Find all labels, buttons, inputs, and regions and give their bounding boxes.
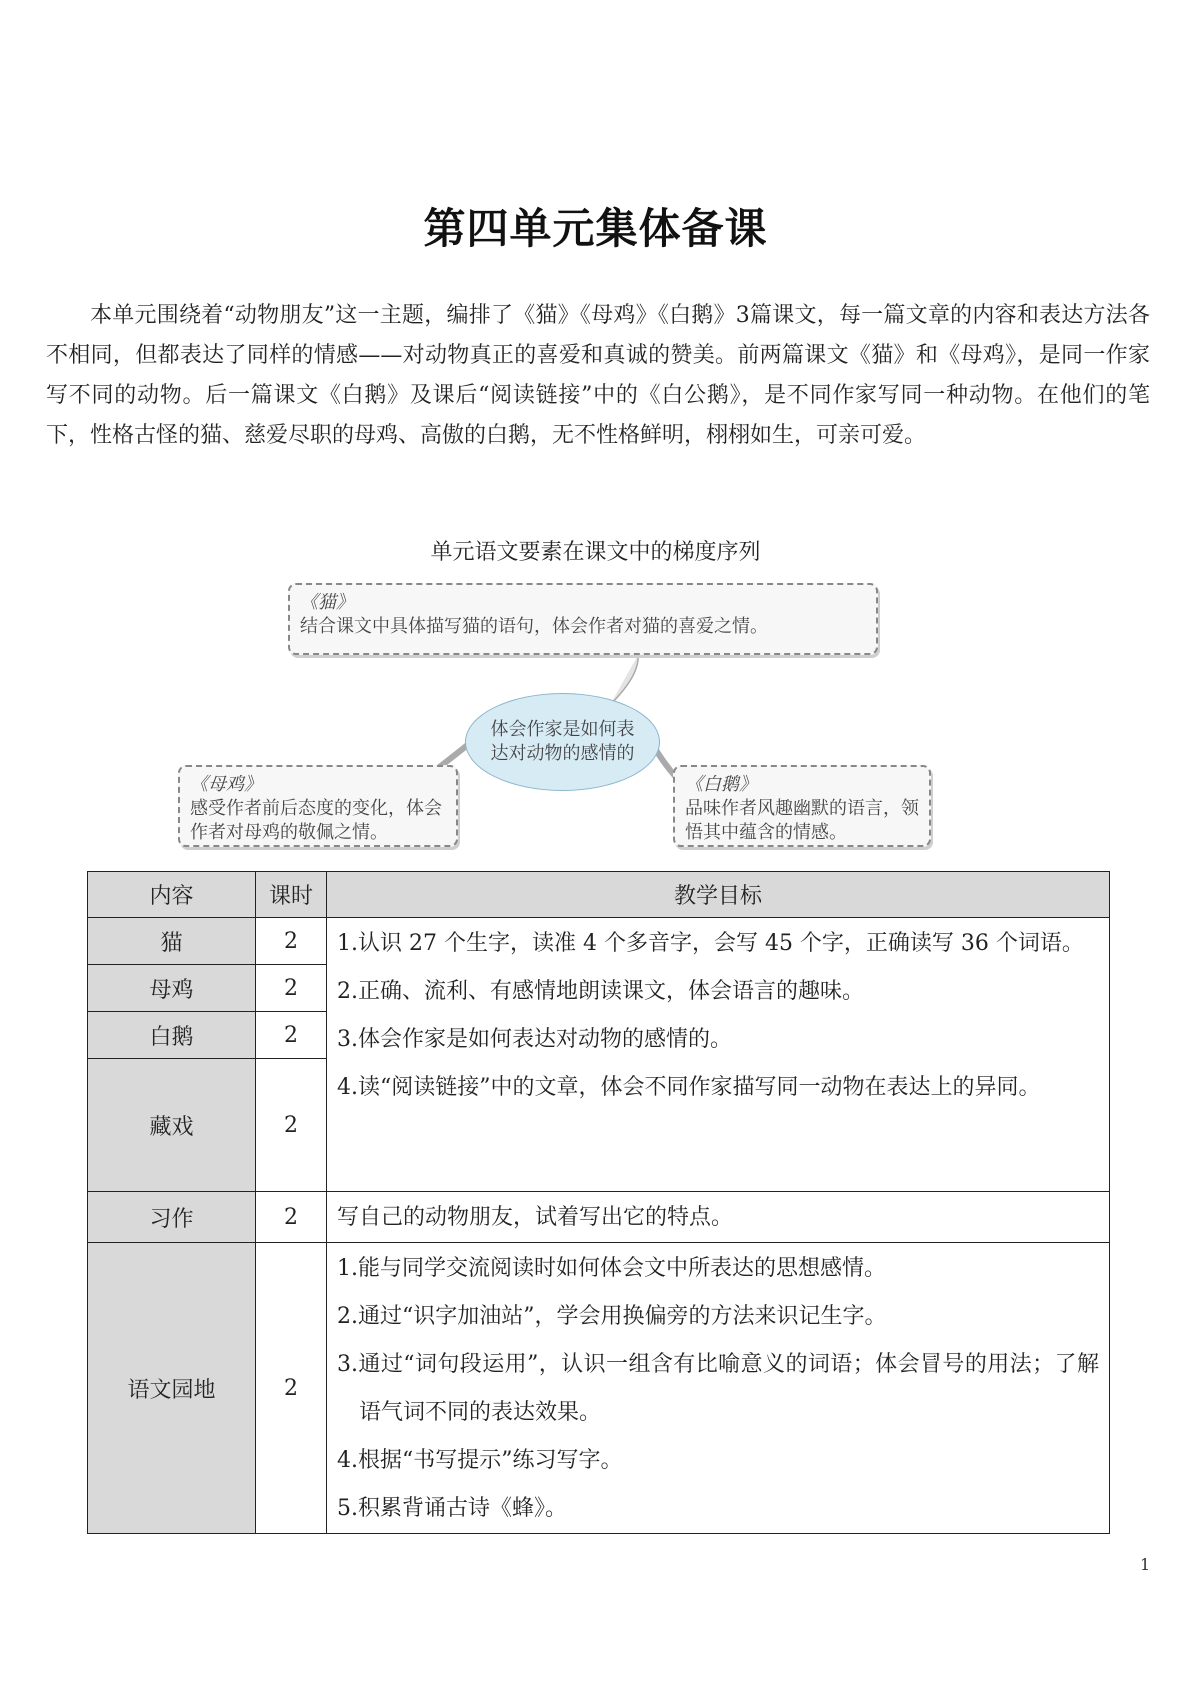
row-content: 猫 — [88, 918, 256, 965]
page-title: 第四单元集体备课 — [423, 204, 768, 253]
goal-line: 1.能与同学交流阅读时如何体会文中所表达的思想感情。 — [337, 1256, 886, 1281]
page-number: 1 — [1140, 1555, 1151, 1574]
row-hours: 2 — [256, 1192, 327, 1243]
table-row — [88, 1192, 1110, 1243]
header-content: 内容 — [88, 872, 256, 918]
goal-line: 3.体会作家是如何表达对动物的感情的。 — [337, 1027, 732, 1052]
lesson-box-hen — [178, 765, 458, 847]
lesson-box-cat-text: 结合课文中具体描写猫的语句，体会作者对猫的喜爱之情。 — [300, 616, 768, 637]
goals-cell-garden — [327, 1243, 1110, 1534]
lesson-box-hen-title: 《母鸡》 — [190, 774, 262, 795]
row-hours: 2 — [256, 1012, 327, 1059]
table-row — [88, 918, 1110, 965]
goal-line: 3.通过“词句段运用”，认识一组含有比喻意义的词语；体会冒号的用法；了解语气词不同的表达效果。 — [337, 1352, 1099, 1425]
lesson-box-goose — [673, 765, 931, 847]
header-goals: 教学目标 — [327, 872, 1110, 918]
lesson-box-hen-text: 感受作者前后态度的变化，体会作者对母鸡的敬佩之情。 — [190, 798, 442, 843]
goal-line: 1.认识 27 个生字，读准 4 个多音字，会写 45 个字，正确读写 36 个词语。 — [337, 931, 1084, 956]
diagram-caption: 单元语文要素在课文中的梯度序列 — [430, 540, 761, 565]
intro-paragraph: 本单元围绕着“动物朋友”这一主题，编排了《猫》《母鸡》《白鹅》3篇课文，每一篇文章的内容和表达方法各不相同，但都表达了同样的情感——对动物真正的喜爱和真诚的赞美。前两篇课文《猫》和《母鸡》，是同一作家写不同的动物。后一篇课文《白鹅》及课后“阅读链接”中的《白公鹅》，是不同作家写同一种动物。在他们的笔下，性格古怪的猫、慈爱尽职的母鸡、高傲的白鹅，无不性格鲜明，栩栩如生，可亲可爱。 — [46, 303, 1150, 448]
goals-cell-texts — [327, 918, 1110, 1192]
row-hours: 2 — [256, 965, 327, 1012]
row-content: 母鸡 — [88, 965, 256, 1012]
lesson-plan-table — [87, 871, 1110, 1534]
lesson-box-cat-title: 《猫》 — [300, 592, 354, 613]
row-content: 语文园地 — [88, 1243, 256, 1534]
goal-line: 写自己的动物朋友，试着写出它的特点。 — [337, 1205, 734, 1230]
lesson-box-goose-title: 《白鹅》 — [685, 774, 757, 795]
connector-cat — [610, 655, 638, 705]
center-ellipse: 体会作家是如何表达对动物的感情的 — [465, 693, 660, 791]
unit-element-diagram — [170, 575, 930, 865]
row-content: 藏戏 — [88, 1059, 256, 1192]
lesson-box-goose-text: 品味作者风趣幽默的语言，领悟其中蕴含的情感。 — [685, 798, 919, 843]
row-content: 习作 — [88, 1192, 256, 1243]
goals-cell-writing — [327, 1192, 1110, 1243]
row-hours: 2 — [256, 1243, 327, 1534]
goal-line: 4.根据“书写提示”练习写字。 — [337, 1448, 623, 1473]
goal-line: 5.积累背诵古诗《蜂》。 — [337, 1496, 567, 1521]
header-hours: 课时 — [256, 872, 327, 918]
goal-line: 2.通过“识字加油站”，学会用换偏旁的方法来识记生字。 — [337, 1304, 887, 1329]
table-row — [88, 1243, 1110, 1534]
row-content: 白鹅 — [88, 1012, 256, 1059]
table-header-row — [88, 872, 1110, 918]
lesson-box-cat — [288, 583, 878, 655]
row-hours: 2 — [256, 918, 327, 965]
row-hours: 2 — [256, 1059, 327, 1192]
goal-line: 2.正确、流利、有感情地朗读课文，体会语言的趣味。 — [337, 979, 864, 1004]
goal-line: 4.读“阅读链接”中的文章，体会不同作家描写同一动物在表达上的异同。 — [337, 1075, 1041, 1100]
